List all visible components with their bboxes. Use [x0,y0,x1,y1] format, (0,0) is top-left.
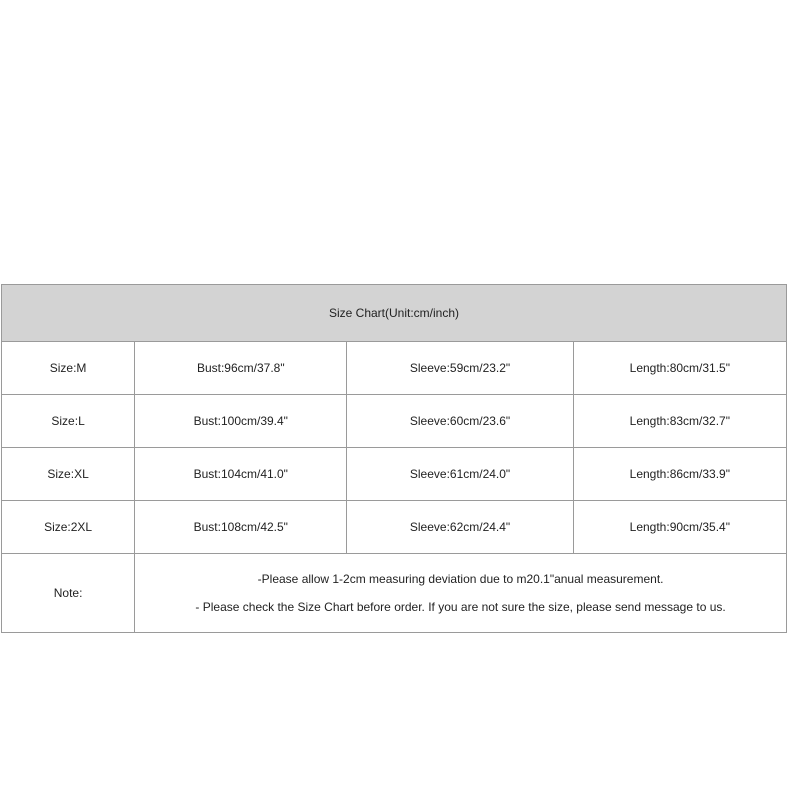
bust-cell: Bust:108cm/42.5" [135,501,347,554]
length-cell: Length:83cm/32.7" [573,395,786,448]
note-text [135,554,787,633]
sleeve-cell: Sleeve:61cm/24.0" [347,448,573,501]
size-cell: Size:XL [2,448,135,501]
bust-cell: Bust:100cm/39.4" [135,395,347,448]
bust-cell: Bust:96cm/37.8" [135,342,347,395]
note-line-check-chart: - Please check the Size Chart before order. If you are not sure the size, please send message to us. [195,600,726,614]
length-cell: Length:90cm/35.4" [573,501,786,554]
sleeve-cell: Sleeve:60cm/23.6" [347,395,573,448]
table-row [2,501,787,554]
size-chart-title: Size Chart(Unit:cm/inch) [2,285,787,342]
note-line-measurement: -Please allow 1-2cm measuring deviation due to m20.1"anual measurement. [257,572,664,586]
table-row [2,448,787,501]
note-label: Note: [2,554,135,633]
length-cell: Length:80cm/31.5" [573,342,786,395]
table-title-row [2,285,787,342]
length-cell: Length:86cm/33.9" [573,448,786,501]
note-row [2,554,787,633]
size-cell: Size:L [2,395,135,448]
sleeve-cell: Sleeve:59cm/23.2" [347,342,573,395]
size-cell: Size:2XL [2,501,135,554]
table-row [2,342,787,395]
sleeve-cell: Sleeve:62cm/24.4" [347,501,573,554]
size-cell: Size:M [2,342,135,395]
bust-cell: Bust:104cm/41.0" [135,448,347,501]
size-chart-table [1,284,787,633]
table-row [2,395,787,448]
